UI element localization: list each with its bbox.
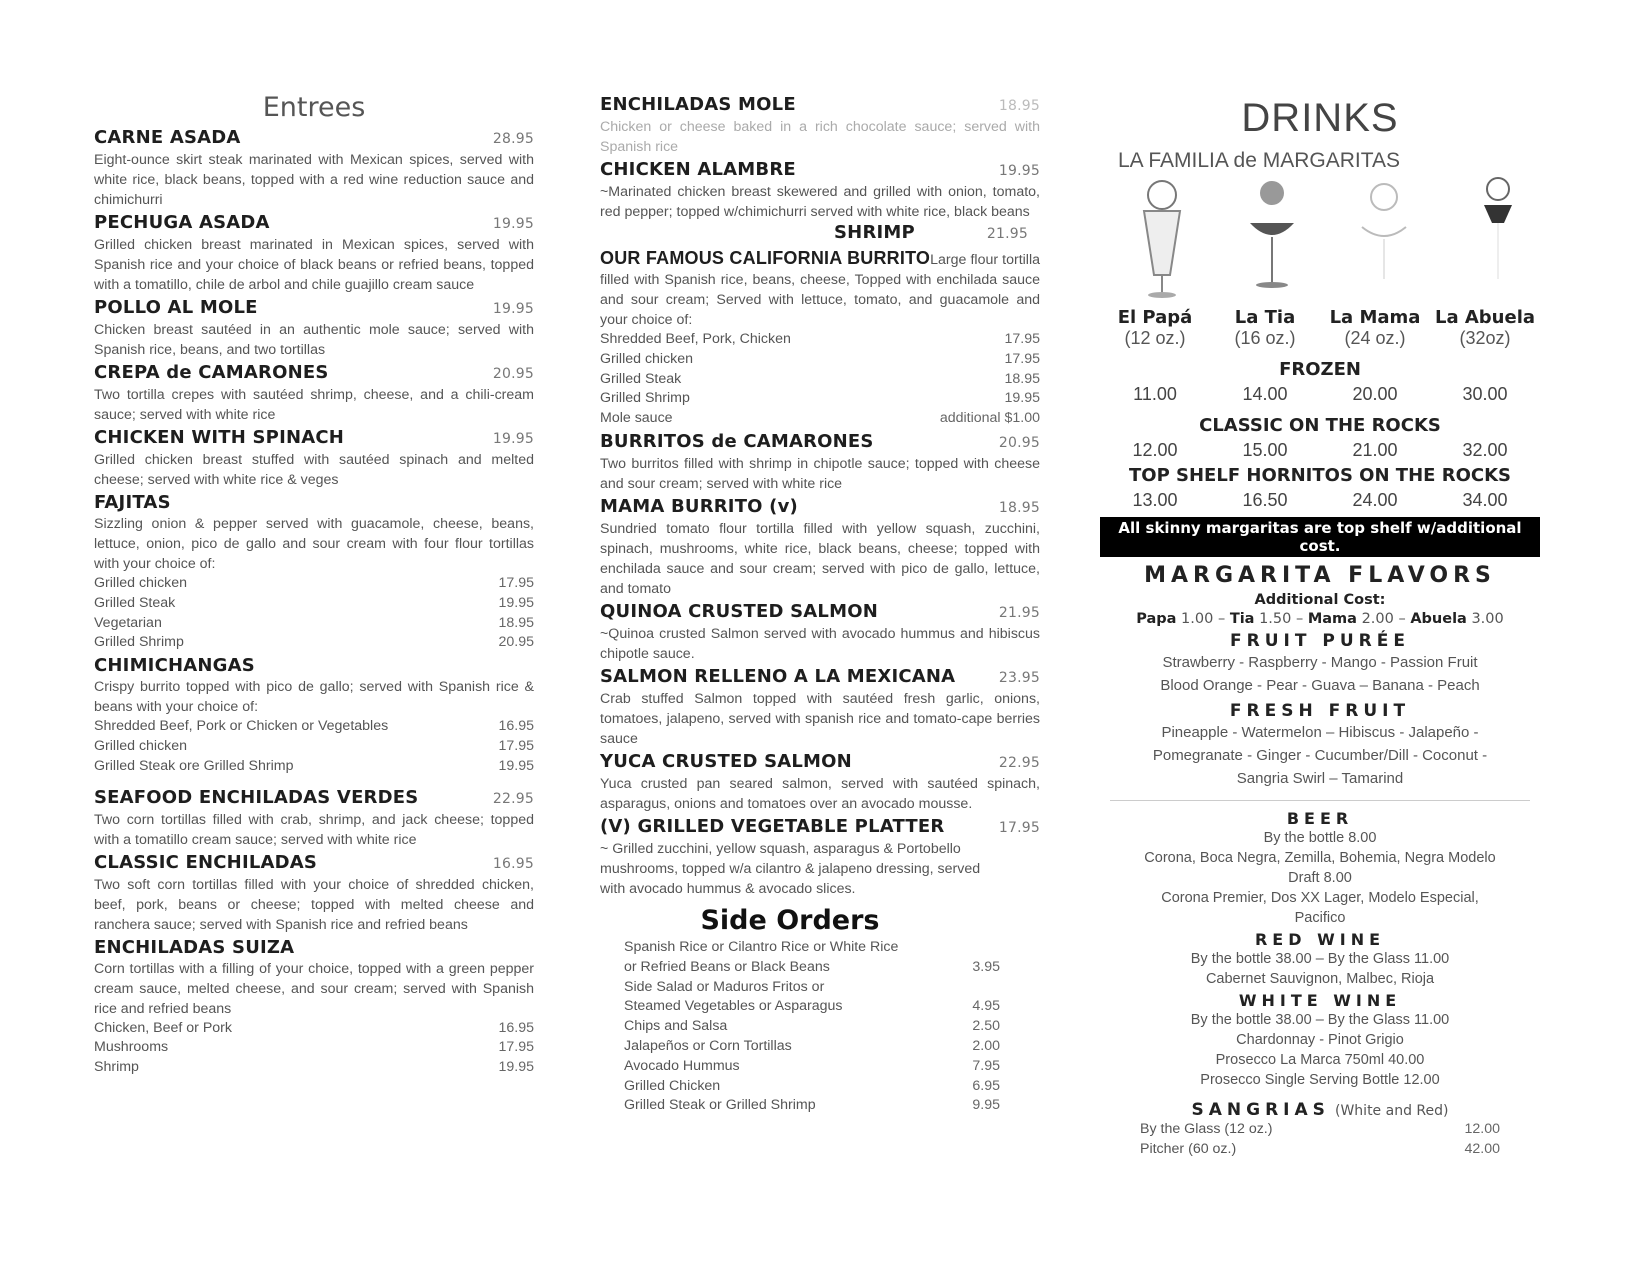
menu-item: [600, 496, 1040, 599]
menu-item: [600, 816, 1040, 899]
margarita-oz: [1100, 328, 1540, 349]
item-name: CHICKEN WITH SPINACH: [94, 427, 345, 448]
item-option: Grilled Steak 18.95: [600, 370, 1040, 387]
item-desc: Grilled chicken breast stuffed with sautéed spinach and melted cheese; served with white rice & veges: [94, 452, 534, 488]
skinny-banner: All skinny margaritas are top shelf w/additional cost.: [1100, 517, 1540, 557]
sangria-row: By the Glass (12 oz.) 12.00: [1140, 1121, 1500, 1137]
menu-item: [600, 751, 1040, 814]
margarita-sizes: [1100, 307, 1540, 328]
wine-line: Chardonnay - Pinot Grigio: [1236, 1032, 1404, 1048]
menu-item: [94, 492, 534, 653]
item-price: 20.95: [492, 366, 534, 382]
item-price: 18.95: [998, 98, 1040, 114]
sangria-title: SANGRIAS: [1191, 1100, 1330, 1120]
side-row: Jalapeños or Corn Tortillas 2.00: [624, 1037, 1000, 1054]
sangria-heading: [1100, 1100, 1540, 1120]
item-option: Shrimp 19.95: [94, 1059, 534, 1076]
tier-name: CLASSIC ON THE ROCKS: [1199, 415, 1441, 436]
side-row: Grilled Steak or Grilled Shrimp 9.95: [624, 1097, 1000, 1114]
item-name: MAMA BURRITO (v): [600, 495, 798, 517]
item-desc: Grilled chicken breast marinated in Mexican spices, served with Spanish rice and your choice of black beans or refried beans, topped with a tomatillo, chile de arbol and chile guajillo cream sauce: [94, 237, 534, 293]
size-label: El Papá: [1117, 307, 1193, 328]
item-name: CARNE ASADA: [94, 127, 241, 148]
item-desc: Eight-ounce skirt steak marinated with Mexican spices, served with white rice, black beans, topped with a red wine reduction sauce and chimichurri: [94, 152, 534, 208]
item-desc: Two burritos filled with shrimp in chipotle sauce; topped with cheese and sour cream; served with white rice: [600, 455, 1040, 492]
beer-line: Draft 8.00: [1288, 870, 1352, 886]
drinks-column: [1100, 96, 1540, 1160]
menu-item: [94, 852, 534, 935]
item-name: SALMON RELLENO A LA MEXICANA: [600, 665, 956, 687]
item-price: 19.95: [492, 431, 534, 447]
menu-item: [94, 362, 534, 425]
fresh-title: FRESH FRUIT: [1229, 701, 1411, 721]
menu-item: [600, 431, 1040, 494]
wine-line: Cabernet Sauvignon, Malbec, Rioja: [1205, 971, 1435, 987]
item-price: 21.95: [998, 604, 1040, 621]
abuela-glass-icon: [1448, 175, 1548, 307]
item-desc: Chicken breast sautéed in an authentic mole sauce; served with Spanish rice, beans, and two tortillas: [94, 322, 534, 358]
size-label: La Abuela: [1434, 307, 1536, 328]
item-desc: ~Quinoa crusted Salmon served with avocado hummus and hibiscus chipotle sauce.: [600, 625, 1040, 662]
item-price: 20.95: [998, 434, 1040, 451]
sides-list: [600, 938, 1000, 1116]
beer-line: By the bottle 8.00: [1263, 830, 1377, 846]
item-option: Shredded Beef, Pork, Chicken 17.95: [600, 331, 1040, 347]
item-price: 23.95: [998, 669, 1040, 686]
item-desc: Two soft corn tortillas filled with your choice of shredded chicken, beef, pork, beans or cheese; topped with melted cheese and ranchera sauce; served with Spanish rice and refried beans: [94, 876, 534, 933]
item-option: Grilled Shrimp 20.95: [94, 634, 534, 651]
oz-label: (12 oz.): [1124, 328, 1186, 348]
side-row: Steamed Vegetables or Asparagus 4.95: [624, 998, 1000, 1015]
beer-line: Pacifico: [1294, 910, 1346, 926]
white-wine-title: WHITE WINE: [1238, 991, 1402, 1010]
item-name: CREPA de CAMARONES: [94, 362, 329, 383]
item-name: (V) GRILLED VEGETABLE PLATTER: [600, 815, 945, 837]
side-row: Chips and Salsa 2.50: [624, 1018, 1000, 1035]
item-option: Grilled Steak 19.95: [94, 594, 534, 611]
item-price: 16.95: [492, 855, 534, 872]
item-option: Chicken, Beef or Pork 16.95: [94, 1019, 534, 1036]
item-price: 19.95: [492, 301, 534, 317]
tier-name: FROZEN: [1279, 359, 1361, 380]
red-wine-title: RED WINE: [1254, 930, 1386, 949]
tier-prices: 13.00 16.50 24.00 34.00: [1132, 490, 1508, 510]
oz-label: (32oz): [1459, 328, 1511, 348]
item-name: BURRITOS de CAMARONES: [600, 430, 874, 452]
sangria-row: Pitcher (60 oz.) 42.00: [1140, 1140, 1500, 1157]
menu-item: [600, 601, 1040, 664]
item-desc: Corn tortillas with a filling of your choice, topped with a green pepper cream sauce, melted cheese, and sour cream; served with Spanish rice and refried beans: [94, 960, 534, 1017]
item-desc: ~ Grilled zucchini, yellow squash, asparagus & Portobello mushrooms, topped w/a cilantro & jalapeno dressing, served with avocado hummus & avocado slices.: [600, 840, 981, 897]
item-desc: Large flour tortilla filled with Spanish rice, beans, cheese, Topped with enchilada sauce and sour cream; Served with lettuce, tomato, and guacamole and your choice of:: [600, 252, 1040, 328]
side-row: Grilled Chicken 6.95: [624, 1077, 1000, 1094]
item-desc: Crispy burrito topped with pico de gallo; served with Spanish rice & beans with your choice of:: [94, 679, 534, 716]
item-price: 22.95: [492, 790, 534, 807]
item-price: 19.95: [492, 216, 534, 232]
menu-item: [94, 787, 534, 850]
item-name: SEAFOOD ENCHILADAS VERDES: [94, 786, 419, 808]
item-name: QUINOA CRUSTED SALMON: [600, 600, 878, 622]
flavor-line: Pineapple - Watermelon – Hibiscus - Jalapeño -: [1161, 724, 1479, 741]
item-name: FAJITAS: [94, 492, 171, 513]
tier-name: TOP SHELF HORNITOS ON THE ROCKS: [1128, 465, 1512, 486]
shrimp-label: SHRIMP: [834, 222, 915, 243]
menu-item: [600, 94, 1040, 157]
item-desc: Two corn tortillas filled with crab, shrimp, and jack cheese; topped with a tomatillo cream sauce; served with white rice: [94, 811, 534, 848]
wine-line: Prosecco Single Serving Bottle 12.00: [1200, 1072, 1440, 1088]
item-price: 18.95: [998, 499, 1040, 516]
wine-line: By the bottle 38.00 – By the Glass 11.00: [1190, 1012, 1450, 1028]
item-name: CHICKEN ALAMBRE: [600, 159, 796, 180]
item-name: ENCHILADAS SUIZA: [94, 936, 295, 958]
wine-line: By the bottle 38.00 – By the Glass 11.00: [1190, 951, 1450, 967]
oz-label: (16 oz.): [1234, 328, 1296, 348]
beer-line: Corona Premier, Dos XX Lager, Modelo Especial,: [1161, 890, 1479, 906]
item-price: 17.95: [998, 819, 1040, 836]
item-name: CHIMICHANGAS: [94, 655, 255, 677]
item-desc: Crab stuffed Salmon topped with sautéed fresh garlic, onions, tomatoes, jalapeno, served with spanish rice and tomato-cape berries sauce: [600, 690, 1040, 747]
flavor-line: Pomegranate - Ginger - Cucumber/Dill - Coconut -: [1152, 747, 1488, 764]
tier-prices: 11.00 14.00 20.00 30.00: [1133, 384, 1508, 404]
sangria-sub: (White and Red): [1335, 1103, 1449, 1119]
sangria-list: [1100, 1120, 1540, 1160]
side-row: Side Salad or Maduros Fritos or: [624, 978, 825, 995]
item-option: Grilled chicken 17.95: [600, 350, 1040, 367]
flavors-title: MARGARITA FLAVORS: [1144, 563, 1496, 588]
item-name: PECHUGA ASADA: [94, 212, 270, 233]
item-option: Shredded Beef, Pork or Chicken or Vegetables 16.95: [94, 718, 534, 735]
drinks-subtitle: LA FAMILIA de MARGARITAS: [1118, 149, 1401, 172]
item-price: 19.95: [998, 163, 1040, 179]
item-name: ENCHILADAS MOLE: [600, 94, 796, 115]
size-label: La Mama: [1329, 307, 1421, 328]
shrimp-row: [600, 222, 1040, 245]
menu-item: [94, 127, 534, 210]
shrimp-price: 21.95: [986, 226, 1028, 242]
tier-prices: 12.00 15.00 21.00 32.00: [1132, 440, 1508, 460]
item-option: Vegetarian 18.95: [94, 614, 534, 631]
item-desc: Chicken or cheese baked in a rich chocolate sauce; served with Spanish rice: [600, 119, 1040, 155]
menu-item: [600, 666, 1040, 749]
menu-item: [600, 159, 1040, 222]
item-desc: ~Marinated chicken breast skewered and grilled with onion, tomato, red pepper; topped w/chimichurri served with white rice, black beans: [600, 184, 1040, 220]
item-name: OUR FAMOUS CALIFORNIA BURRITO: [600, 248, 931, 268]
item-desc: Yuca crusted pan seared salmon, served with sautéed spinach, asparagus, onions and tomatoes over an avocado mousse.: [600, 775, 1040, 812]
flavor-line: Strawberry - Raspberry - Mango - Passion Fruit: [1162, 654, 1478, 671]
side-row: Spanish Rice or Cilantro Rice or White Rice: [624, 938, 899, 955]
item-price: 22.95: [998, 754, 1040, 771]
size-label: La Tia: [1234, 307, 1296, 328]
item-option: Mushrooms 17.95: [94, 1039, 534, 1056]
menu-item: [94, 427, 534, 490]
item-option: Grilled Steak ore Grilled Shrimp 19.95: [94, 757, 534, 774]
menu-item: [94, 937, 534, 1078]
divider: [1110, 800, 1530, 801]
side-row: Avocado Hummus 7.95: [624, 1057, 1000, 1074]
item-name: YUCA CRUSTED SALMON: [600, 750, 852, 772]
item-option: Grilled chicken 17.95: [94, 575, 534, 591]
item-desc: Two tortilla crepes with sautéed shrimp, cheese, and a chili-cream sauce; served with white rice: [94, 387, 534, 423]
additional-cost-line: Papa 1.00 – Tia 1.50 – Mama 2.00 – Abuela 3.00: [1136, 611, 1504, 627]
item-desc: Sundried tomato flour tortilla filled with yellow squash, zucchini, spinach, mushrooms, white rice, black beans, cheese; topped with enchilada sauce and sour cream; served with pico de gallo, lettuce, and tomato: [600, 520, 1040, 597]
menu-item: [94, 297, 534, 360]
item-name: POLLO AL MOLE: [94, 297, 258, 318]
flavor-line: Sangria Swirl – Tamarind: [1236, 770, 1404, 787]
papa-glass-icon: [1122, 175, 1222, 307]
oz-label: (24 oz.): [1344, 328, 1406, 348]
beer-title: BEER: [1286, 809, 1354, 828]
flavor-line: Blood Orange - Pear - Guava – Banana - Peach: [1160, 677, 1480, 694]
drinks-title: DRINKS: [1241, 96, 1399, 140]
tia-glass-icon: [1232, 175, 1332, 307]
item-name: CLASSIC ENCHILADAS: [94, 851, 318, 873]
middle-column: [600, 92, 1040, 1116]
sides-title: Side Orders: [700, 904, 880, 936]
margarita-family-illustration: [1100, 175, 1540, 307]
entrees-column: [94, 92, 534, 1078]
item-price: 28.95: [492, 131, 534, 147]
additional-cost-label: Additional Cost:: [1254, 592, 1386, 608]
menu-item: [94, 212, 534, 295]
menu-item: [94, 655, 534, 776]
menu-item: [600, 247, 1040, 429]
item-desc: Sizzling onion & pepper served with guacamole, cheese, beans, lettuce, onion, pico de gallo and sour cream with four flour tortillas with your choice of:: [94, 516, 534, 572]
puree-title: FRUIT PURÉE: [1230, 631, 1410, 651]
beer-line: Corona, Boca Negra, Zemilla, Bohemia, Negra Modelo: [1144, 850, 1496, 866]
mama-glass-icon: [1344, 175, 1444, 307]
wine-line: Prosecco La Marca 750ml 40.00: [1215, 1052, 1425, 1068]
item-option: Mole sauce additional $1.00: [600, 410, 1040, 427]
entrees-title: Entrees: [262, 92, 366, 123]
item-option: Grilled chicken 17.95: [94, 737, 534, 754]
item-option: Grilled Shrimp 19.95: [600, 390, 1040, 407]
side-row: or Refried Beans or Black Beans 3.95: [624, 958, 1000, 975]
